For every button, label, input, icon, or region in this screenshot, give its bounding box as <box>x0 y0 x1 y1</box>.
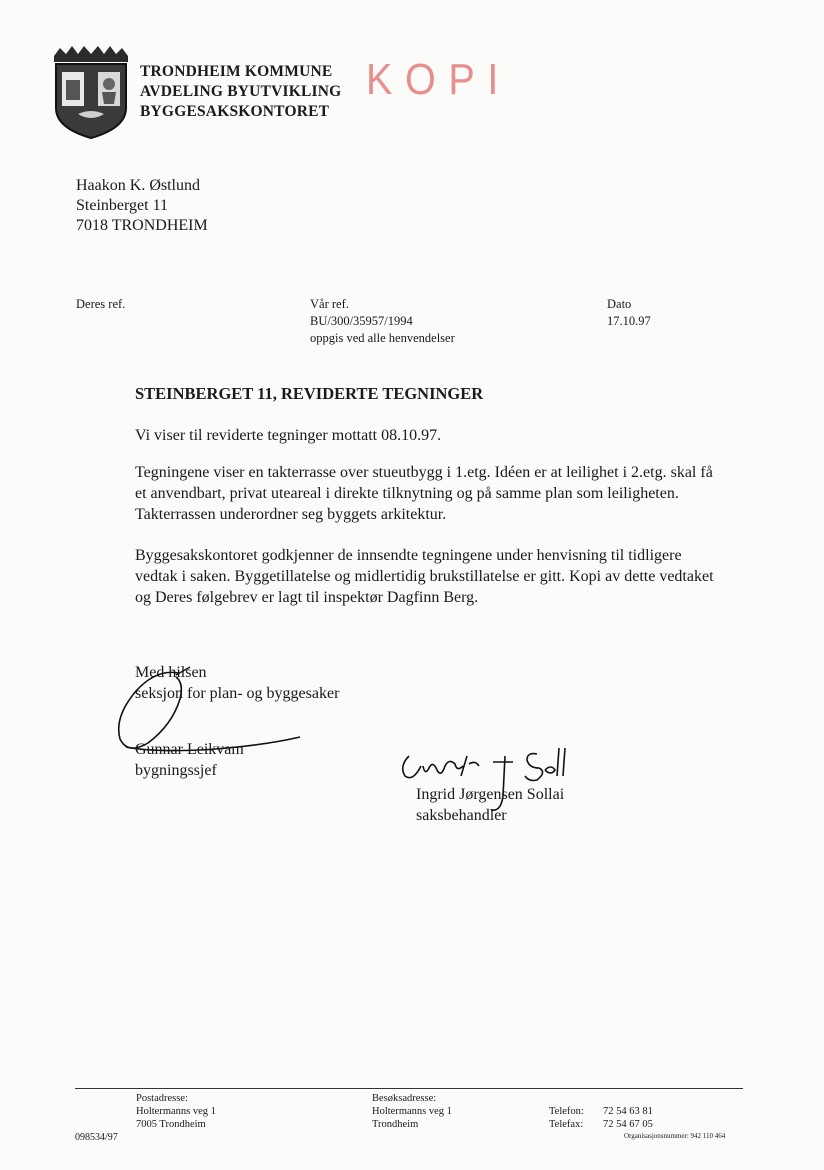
paragraph-line: et anvendbart, privat uteareal i direkte tilknytning og på samme plan som leiligheten. <box>135 485 679 502</box>
signatory-1 <box>135 739 244 781</box>
letter-subject: STEINBERGET 11, REVIDERTE TEGNINGER <box>135 384 484 403</box>
postal-label: Postadresse: <box>136 1093 188 1104</box>
deres-ref-label: Deres ref. <box>76 297 126 311</box>
recipient-address <box>76 176 208 236</box>
paragraph-3 <box>135 545 755 608</box>
postal-street: Holtermanns veg 1 <box>136 1106 216 1117</box>
visiting-label: Besøksadresse: <box>372 1093 437 1104</box>
postal-address <box>136 1092 216 1131</box>
postal-city: 7005 Trondheim <box>136 1119 206 1130</box>
recipient-street: Steinberget 11 <box>76 197 168 214</box>
date-value: 17.10.97 <box>607 314 651 328</box>
closing-line: seksjon for plan- og byggesaker <box>135 685 340 702</box>
signatory-name: Gunnar Leikvam <box>135 741 244 758</box>
contact-values <box>603 1105 653 1131</box>
visiting-street: Holtermanns veg 1 <box>372 1106 452 1117</box>
telefax-value: 72 54 67 05 <box>603 1119 653 1130</box>
paragraph-line: Byggesakskontoret godkjenner de innsendte tegningene under henvisning til tidligere <box>135 547 682 564</box>
visiting-address <box>372 1092 452 1131</box>
paragraph-line: Takterrassen underordner seg byggets arkitektur. <box>135 506 447 523</box>
var-ref <box>310 296 455 347</box>
signatory-name: Ingrid Jørgensen Sollai <box>416 786 565 803</box>
organization-header <box>140 62 341 122</box>
footer-divider <box>75 1088 743 1089</box>
paragraph-line: og Deres følgebrev er lagt til inspektør Dagfinn Berg. <box>135 589 479 606</box>
paragraph-line: Tegningene viser en takterrasse over stueutbygg i 1.etg. Idéen er at leilighet i 2.etg. skal få <box>135 464 713 481</box>
var-ref-label: Vår ref. <box>310 297 349 311</box>
paragraph-1 <box>135 425 755 446</box>
organization-number: Organisasjonsnummer: 942 110 464 <box>624 1132 726 1140</box>
org-line: TRONDHEIM KOMMUNE <box>140 63 333 80</box>
org-line: BYGGESAKSKONTORET <box>140 103 330 120</box>
date-ref <box>607 296 651 330</box>
trondheim-coat-of-arms-icon <box>50 42 132 140</box>
copy-stamp: KOPI <box>366 55 512 104</box>
paragraph-line: Vi viser til reviderte tegninger mottatt 08.10.97. <box>135 427 442 444</box>
closing-line: Med hilsen <box>135 664 207 681</box>
org-line: AVDELING BYUTVIKLING <box>140 83 342 100</box>
var-ref-note: oppgis ved alle henvendelser <box>310 331 455 345</box>
recipient-name: Haakon K. Østlund <box>76 177 200 194</box>
var-ref-value: BU/300/35957/1994 <box>310 314 413 328</box>
visiting-city: Trondheim <box>372 1119 419 1130</box>
telephone-value: 72 54 63 81 <box>603 1106 653 1117</box>
telephone-label: Telefon: <box>549 1106 584 1117</box>
date-label: Dato <box>607 297 632 311</box>
signatory-2 <box>416 784 564 826</box>
contact-labels <box>549 1105 584 1131</box>
signatory-title: saksbehandler <box>416 807 507 824</box>
telefax-label: Telefax: <box>549 1119 584 1130</box>
signatory-title: bygningssjef <box>135 762 217 779</box>
recipient-city: 7018 TRONDHEIM <box>76 217 208 234</box>
document-id: 098534/97 <box>75 1132 118 1143</box>
paragraph-line: vedtak i saken. Byggetillatelse og midlertidig brukstillatelse er gitt. Kopi av dette vedtaket <box>135 568 714 585</box>
deres-ref <box>76 296 125 313</box>
paragraph-2 <box>135 462 755 525</box>
